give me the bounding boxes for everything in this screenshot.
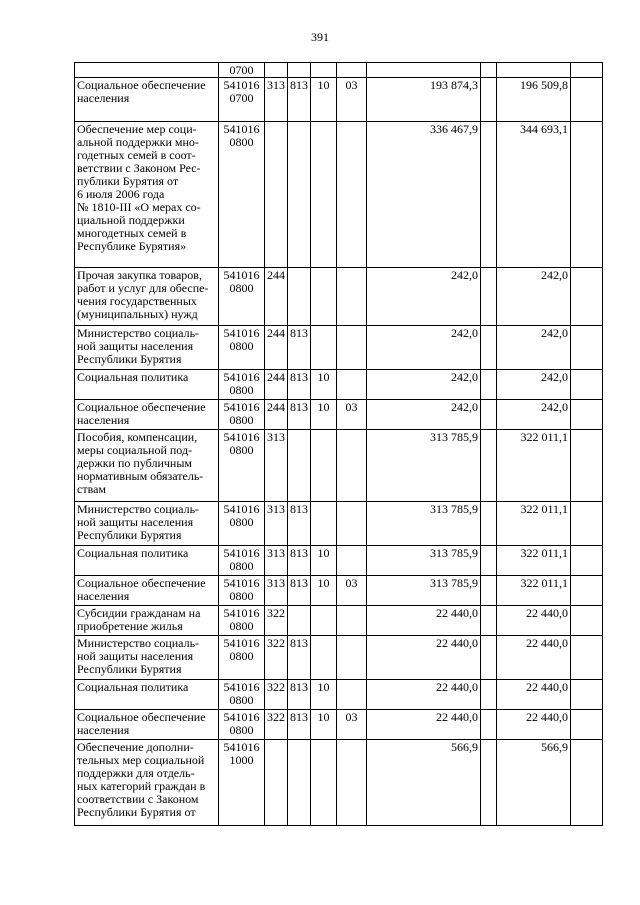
row-name-cell: Социальное обеспечение населения — [75, 78, 219, 122]
page-number: 391 — [311, 30, 329, 44]
amount-first-cell — [367, 63, 481, 78]
target-code-cell: 541016 0800 — [219, 268, 265, 326]
department-code-cell — [288, 740, 311, 826]
department-code-cell: 813 — [288, 502, 311, 546]
spacer-cell — [481, 78, 497, 122]
subsection-cell — [337, 546, 367, 576]
subsection-cell: 03 — [337, 400, 367, 430]
target-code-cell: 541016 0800 — [219, 546, 265, 576]
trailing-empty-cell — [571, 400, 603, 430]
trailing-empty-cell — [571, 63, 603, 78]
table-row — [75, 370, 603, 400]
row-name-cell: Прочая закупка товаров, работ и услуг для обеспе- чения государственных (муниципальных) нужд — [75, 268, 219, 326]
subsection-cell — [337, 370, 367, 400]
target-code-cell: 541016 0800 — [219, 400, 265, 430]
department-code-cell — [288, 606, 311, 636]
target-code-cell: 541016 1000 — [219, 740, 265, 826]
department-code-cell — [288, 63, 311, 78]
subsection-cell — [337, 63, 367, 78]
amount-first-cell: 242,0 — [367, 326, 481, 370]
row-name-cell: Социальное обеспечение населения — [75, 576, 219, 606]
expense-type-cell: 313 — [265, 576, 288, 606]
department-code-cell: 813 — [288, 546, 311, 576]
trailing-empty-cell — [571, 710, 603, 740]
table-row — [75, 400, 603, 430]
table-row — [75, 576, 603, 606]
spacer-cell — [481, 400, 497, 430]
table-row — [75, 546, 603, 576]
trailing-empty-cell — [571, 546, 603, 576]
subsection-cell — [337, 636, 367, 680]
expense-type-cell: 322 — [265, 606, 288, 636]
expense-type-cell: 322 — [265, 636, 288, 680]
section-cell: 10 — [311, 400, 337, 430]
amount-second-cell: 196 509,8 — [497, 78, 571, 122]
section-cell — [311, 430, 337, 502]
amount-second-cell: 344 693,1 — [497, 122, 571, 268]
target-code-cell: 541016 0700 — [219, 78, 265, 122]
section-cell — [311, 606, 337, 636]
amount-second-cell: 242,0 — [497, 326, 571, 370]
target-code-cell: 541016 0800 — [219, 636, 265, 680]
department-code-cell — [288, 430, 311, 502]
spacer-cell — [481, 740, 497, 826]
amount-first-cell: 22 440,0 — [367, 680, 481, 710]
subsection-cell: 03 — [337, 78, 367, 122]
department-code-cell — [288, 268, 311, 326]
expense-type-cell: 313 — [265, 78, 288, 122]
amount-first-cell: 313 785,9 — [367, 576, 481, 606]
section-cell — [311, 122, 337, 268]
expense-type-cell: 244 — [265, 268, 288, 326]
section-cell: 10 — [311, 78, 337, 122]
expense-type-cell: 244 — [265, 400, 288, 430]
department-code-cell: 813 — [288, 576, 311, 606]
row-name-cell: Министерство социаль- ной защиты населения Республики Бурятия — [75, 636, 219, 680]
expense-type-cell: 322 — [265, 710, 288, 740]
amount-second-cell: 22 440,0 — [497, 680, 571, 710]
target-code-cell: 541016 0800 — [219, 606, 265, 636]
department-code-cell: 813 — [288, 326, 311, 370]
row-name-cell: Субсидии гражданам на приобретение жилья — [75, 606, 219, 636]
trailing-empty-cell — [571, 430, 603, 502]
table-row — [75, 710, 603, 740]
target-code-cell: 541016 0800 — [219, 680, 265, 710]
amount-second-cell: 22 440,0 — [497, 710, 571, 740]
trailing-empty-cell — [571, 606, 603, 636]
subsection-cell: 03 — [337, 710, 367, 740]
amount-second-cell: 322 011,1 — [497, 546, 571, 576]
department-code-cell: 813 — [288, 400, 311, 430]
section-cell: 10 — [311, 546, 337, 576]
subsection-cell — [337, 326, 367, 370]
department-code-cell: 813 — [288, 710, 311, 740]
trailing-empty-cell — [571, 370, 603, 400]
target-code-cell: 541016 0800 — [219, 122, 265, 268]
table-row — [75, 740, 603, 826]
spacer-cell — [481, 680, 497, 710]
table-row — [75, 122, 603, 268]
trailing-empty-cell — [571, 680, 603, 710]
expense-type-cell: 313 — [265, 430, 288, 502]
amount-first-cell: 242,0 — [367, 370, 481, 400]
amount-second-cell: 22 440,0 — [497, 606, 571, 636]
department-code-cell — [288, 122, 311, 268]
subsection-cell — [337, 430, 367, 502]
section-cell — [311, 326, 337, 370]
row-name-cell: Обеспечение мер соци- альной поддержки мно- годетных семей в соот- ветствии с Законом Рес- публики Бурятия от 6 июля 2006 года № 1810-III «О мерах со- циальной поддержки многодетных семей в Республике Бурятия» — [75, 122, 219, 268]
amount-first-cell: 313 785,9 — [367, 546, 481, 576]
spacer-cell — [481, 710, 497, 740]
amount-second-cell: 322 011,1 — [497, 430, 571, 502]
section-cell: 10 — [311, 576, 337, 606]
table-row — [75, 606, 603, 636]
section-cell: 10 — [311, 370, 337, 400]
row-name-cell: Обеспечение дополни- тельных мер социальной поддержки для отдель- ных категорий граждан в соответствии с Законом Республики Бурятия от — [75, 740, 219, 826]
table-row — [75, 326, 603, 370]
row-name-cell — [75, 63, 219, 78]
subsection-cell — [337, 122, 367, 268]
amount-first-cell: 313 785,9 — [367, 502, 481, 546]
spacer-cell — [481, 546, 497, 576]
section-cell — [311, 63, 337, 78]
amount-second-cell: 22 440,0 — [497, 636, 571, 680]
amount-first-cell: 566,9 — [367, 740, 481, 826]
trailing-empty-cell — [571, 326, 603, 370]
spacer-cell — [481, 606, 497, 636]
table-row — [75, 78, 603, 122]
row-name-cell: Министерство социаль- ной защиты населения Республики Бурятия — [75, 502, 219, 546]
amount-second-cell: 566,9 — [497, 740, 571, 826]
target-code-cell: 541016 0800 — [219, 370, 265, 400]
expense-type-cell — [265, 122, 288, 268]
table-row — [75, 502, 603, 546]
spacer-cell — [481, 268, 497, 326]
section-cell — [311, 740, 337, 826]
spacer-cell — [481, 430, 497, 502]
target-code-cell: 541016 0800 — [219, 326, 265, 370]
section-cell — [311, 502, 337, 546]
target-code-cell: 541016 0800 — [219, 710, 265, 740]
subsection-cell — [337, 606, 367, 636]
target-code-cell: 541016 0800 — [219, 576, 265, 606]
subsection-cell — [337, 268, 367, 326]
subsection-cell: 03 — [337, 576, 367, 606]
spacer-cell — [481, 122, 497, 268]
trailing-empty-cell — [571, 122, 603, 268]
amount-second-cell: 242,0 — [497, 400, 571, 430]
row-name-cell: Социальное обеспечение населения — [75, 710, 219, 740]
amount-second-cell: 242,0 — [497, 370, 571, 400]
amount-second-cell — [497, 63, 571, 78]
expense-type-cell: 244 — [265, 326, 288, 370]
section-cell — [311, 268, 337, 326]
amount-second-cell: 322 011,1 — [497, 502, 571, 546]
section-cell — [311, 636, 337, 680]
expense-type-cell: 244 — [265, 370, 288, 400]
section-cell: 10 — [311, 680, 337, 710]
expense-type-cell — [265, 63, 288, 78]
amount-first-cell: 242,0 — [367, 268, 481, 326]
table-row — [75, 430, 603, 502]
amount-first-cell: 313 785,9 — [367, 430, 481, 502]
amount-first-cell: 242,0 — [367, 400, 481, 430]
row-name-cell: Пособия, компенсации, меры социальной под- держки по публичным нормативным обязатель- ствам — [75, 430, 219, 502]
amount-first-cell: 22 440,0 — [367, 606, 481, 636]
target-code-cell: 541016 0800 — [219, 430, 265, 502]
amount-first-cell: 193 874,3 — [367, 78, 481, 122]
target-code-cell: 0700 — [219, 63, 265, 78]
target-code-cell: 541016 0800 — [219, 502, 265, 546]
trailing-empty-cell — [571, 268, 603, 326]
department-code-cell: 813 — [288, 680, 311, 710]
spacer-cell — [481, 370, 497, 400]
spacer-cell — [481, 502, 497, 546]
subsection-cell — [337, 680, 367, 710]
department-code-cell: 813 — [288, 636, 311, 680]
expense-type-cell: 313 — [265, 546, 288, 576]
subsection-cell — [337, 740, 367, 826]
department-code-cell: 813 — [288, 78, 311, 122]
expense-type-cell — [265, 740, 288, 826]
spacer-cell — [481, 576, 497, 606]
table-body — [75, 63, 603, 826]
row-name-cell: Министерство социаль- ной защиты населения Республики Бурятия — [75, 326, 219, 370]
department-code-cell: 813 — [288, 370, 311, 400]
expense-type-cell: 322 — [265, 680, 288, 710]
trailing-empty-cell — [571, 636, 603, 680]
amount-first-cell: 22 440,0 — [367, 636, 481, 680]
table-row — [75, 63, 603, 78]
row-name-cell: Социальная политика — [75, 546, 219, 576]
trailing-empty-cell — [571, 576, 603, 606]
spacer-cell — [481, 326, 497, 370]
row-name-cell: Социальная политика — [75, 370, 219, 400]
spacer-cell — [481, 636, 497, 680]
amount-first-cell: 336 467,9 — [367, 122, 481, 268]
table-row — [75, 268, 603, 326]
amount-second-cell: 322 011,1 — [497, 576, 571, 606]
trailing-empty-cell — [571, 78, 603, 122]
section-cell: 10 — [311, 710, 337, 740]
row-name-cell: Социальное обеспечение населения — [75, 400, 219, 430]
amount-second-cell: 242,0 — [497, 268, 571, 326]
budget-table — [74, 62, 603, 826]
expense-type-cell: 313 — [265, 502, 288, 546]
table-row — [75, 680, 603, 710]
amount-first-cell: 22 440,0 — [367, 710, 481, 740]
trailing-empty-cell — [571, 502, 603, 546]
row-name-cell: Социальная политика — [75, 680, 219, 710]
table-row — [75, 636, 603, 680]
spacer-cell — [481, 63, 497, 78]
trailing-empty-cell — [571, 740, 603, 826]
subsection-cell — [337, 502, 367, 546]
